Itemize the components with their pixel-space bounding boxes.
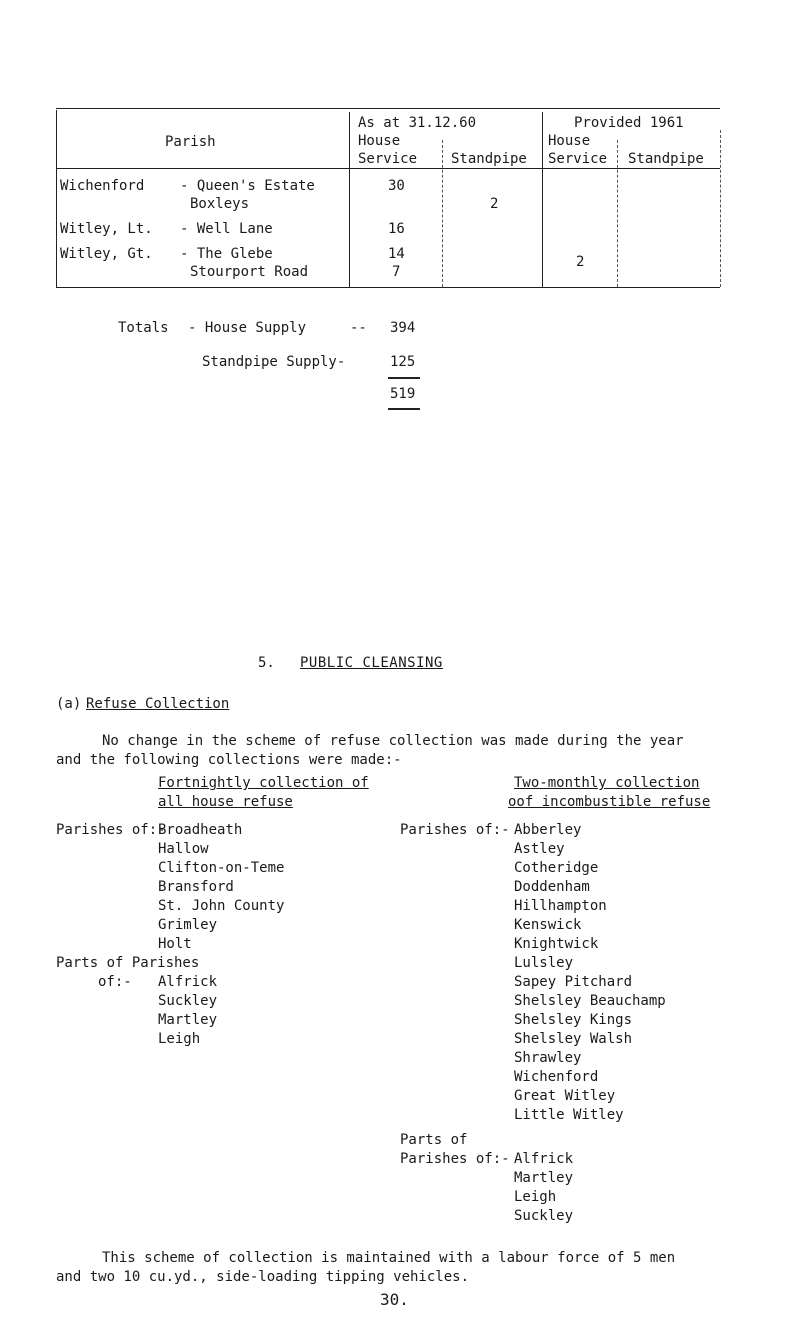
list-item: Sapey Pitchard <box>514 974 633 990</box>
header-as-at: As at 31.12.60 <box>358 115 477 131</box>
row-location: - Well Lane <box>180 221 273 237</box>
row-location: Stourport Road <box>190 264 309 280</box>
totals-rule-bottom <box>388 408 420 410</box>
page-number: 30. <box>380 1290 409 1309</box>
list-item: Broadheath <box>158 822 243 838</box>
row-prov-house: 2 <box>576 254 585 270</box>
two-monthly-heading-2: oof incombustible refuse <box>508 794 711 810</box>
list-item: Astley <box>514 841 565 857</box>
totals-house-label: - House Supply <box>188 320 307 336</box>
totals-rule-top <box>388 377 420 379</box>
list-item: Abberley <box>514 822 582 838</box>
list-item: Clifton-on-Teme <box>158 860 285 876</box>
row-house-service: 30 <box>388 178 405 194</box>
list-item: Leigh <box>158 1031 201 1047</box>
list-item: Shelsley Walsh <box>514 1031 633 1047</box>
list-item: Doddenham <box>514 879 590 895</box>
two-monthly-parishes-label: Parishes of:- <box>400 822 510 838</box>
subsection-number: (a) <box>56 696 82 712</box>
fortnightly-parts-label-1: Parts of Parishes <box>56 955 200 971</box>
table-header-rule <box>56 168 720 169</box>
header-house-1: House <box>358 133 401 149</box>
two-monthly-heading-1: Two-monthly collection <box>514 775 700 791</box>
table-col-divider-1 <box>349 112 350 287</box>
two-monthly-parts-label-1: Parts of <box>400 1132 468 1148</box>
list-item: Grimley <box>158 917 218 933</box>
row-location: - Queen's Estate <box>180 178 315 194</box>
list-item: Knightwick <box>514 936 599 952</box>
section-title: PUBLIC CLEANSING <box>300 655 443 671</box>
subsection-title: Refuse Collection <box>86 696 230 712</box>
header-house-2: House <box>548 133 591 149</box>
fortnightly-heading-2: all house refuse <box>158 794 293 810</box>
row-standpipe: 2 <box>490 196 499 212</box>
list-item: Hillhampton <box>514 898 607 914</box>
list-item: Bransford <box>158 879 234 895</box>
list-item: Little Witley <box>514 1107 624 1123</box>
list-item: Alfrick <box>158 974 218 990</box>
row-house-service: 7 <box>392 264 401 280</box>
list-item: Great Witley <box>514 1088 616 1104</box>
totals-grand-value: 519 <box>390 386 416 402</box>
row-location: Boxleys <box>190 196 250 212</box>
list-item: Leigh <box>514 1189 557 1205</box>
section-number: 5. <box>258 655 275 671</box>
table-top-rule <box>56 108 720 109</box>
totals-house-dash: -- <box>350 320 367 336</box>
header-service-2: Service <box>548 151 608 167</box>
list-item: Wichenford <box>514 1069 599 1085</box>
list-item: Hallow <box>158 841 209 857</box>
list-item: Martley <box>158 1012 218 1028</box>
row-parish: Witley, Lt. <box>60 221 153 237</box>
list-item: Martley <box>514 1170 574 1186</box>
table-left-border <box>56 110 57 287</box>
list-item: Shrawley <box>514 1050 582 1066</box>
totals-standpipe-value: 125 <box>390 354 416 370</box>
table-bottom-rule <box>56 287 720 288</box>
list-item: Shelsley Beauchamp <box>514 993 666 1009</box>
row-house-service: 14 <box>388 246 405 262</box>
intro-line-2: and the following collections were made:- <box>56 752 402 768</box>
totals-standpipe-label: Standpipe Supply- <box>202 354 346 370</box>
table-col-divider-2 <box>442 140 443 287</box>
table-col-divider-4 <box>617 140 618 287</box>
fortnightly-parishes-label: Parishes of:- <box>56 822 166 838</box>
list-item: Suckley <box>158 993 218 1009</box>
fortnightly-parts-label-2: of:- <box>98 974 132 990</box>
list-item: St. John County <box>158 898 285 914</box>
header-standpipe-1: Standpipe <box>451 151 527 167</box>
row-parish: Wichenford <box>60 178 145 194</box>
table-right-border <box>720 130 721 287</box>
totals-label: Totals <box>118 320 169 336</box>
list-item: Cotheridge <box>514 860 599 876</box>
list-item: Holt <box>158 936 192 952</box>
list-item: Suckley <box>514 1208 574 1224</box>
row-parish: Witley, Gt. <box>60 246 153 262</box>
table-col-divider-3 <box>542 112 543 287</box>
two-monthly-parts-label-2: Parishes of:- <box>400 1151 510 1167</box>
header-provided: Provided 1961 <box>574 115 684 131</box>
fortnightly-heading-1: Fortnightly collection of <box>158 775 369 791</box>
row-house-service: 16 <box>388 221 405 237</box>
closing-line-2: and two 10 cu.yd., side-loading tipping vehicles. <box>56 1269 470 1285</box>
list-item: Alfrick <box>514 1151 574 1167</box>
header-service-1: Service <box>358 151 418 167</box>
list-item: Lulsley <box>514 955 574 971</box>
list-item: Shelsley Kings <box>514 1012 633 1028</box>
intro-line-1: No change in the scheme of refuse collection was made during the year <box>102 733 684 749</box>
totals-house-value: 394 <box>390 320 416 336</box>
closing-line-1: This scheme of collection is maintained with a labour force of 5 men <box>102 1250 676 1266</box>
header-standpipe-2: Standpipe <box>628 151 704 167</box>
row-location: - The Glebe <box>180 246 273 262</box>
list-item: Kenswick <box>514 917 582 933</box>
header-parish: Parish <box>165 134 216 150</box>
